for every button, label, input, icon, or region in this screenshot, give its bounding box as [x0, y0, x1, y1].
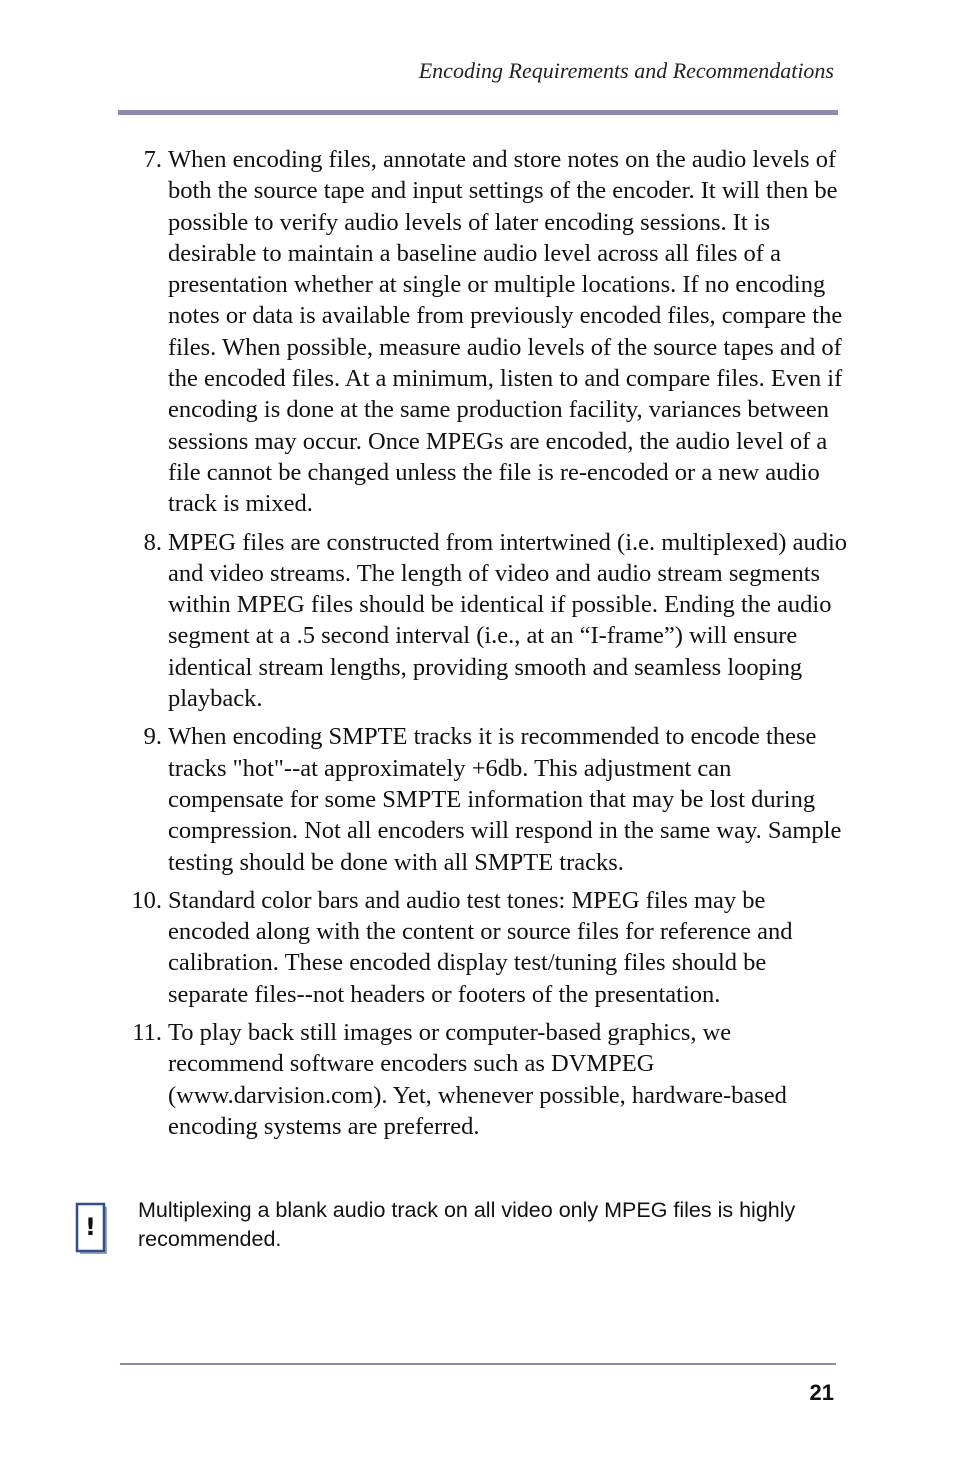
list-item: [110, 527, 850, 715]
note-icon-glyph: !: [85, 1213, 96, 1241]
item-text: Standard color bars and audio test tones: MPEG files may be encoded along with the content or source files for reference and calibration. These encoded display test/tuning files should be separate files--not headers or footers of the presentation.: [168, 886, 793, 1008]
page-number: 21: [809, 1380, 834, 1405]
item-text: To play back still images or computer-based graphics, we recommend software encoders such as DVMPEG (www.darvision.com). Yet, whenever possible, hardware-based encoding systems are preferred.: [168, 1019, 787, 1140]
list-item: [110, 144, 850, 520]
running-header: Encoding Requirements and Recommendations: [418, 58, 834, 83]
list-item: [110, 885, 850, 1010]
item-number: 11.: [132, 1019, 162, 1047]
item-number: 10.: [131, 886, 162, 914]
list-item: [110, 1017, 850, 1142]
exclamation-note-icon: [75, 1202, 109, 1256]
footer-rule: [120, 1363, 836, 1365]
item-number: 7.: [143, 146, 162, 173]
item-text: MPEG files are constructed from intertwined (i.e. multiplexed) audio and video streams. The length of video and audio stream segments within MPEG files should be identical if possible. Ending the audio segment at a .5 second interval (i.e., at an “I-frame”) will ensure identical stream lengths, providing smooth and seamless looping playback.: [168, 528, 848, 713]
header-rule: [118, 110, 838, 115]
list-item: [110, 721, 850, 877]
note-callout: [75, 1196, 835, 1256]
note-text: Multiplexing a blank audio track on all video only MPEG files is highly recommended.: [138, 1198, 796, 1251]
item-number: 8.: [143, 528, 162, 556]
item-text: When encoding SMPTE tracks it is recommended to encode these tracks "hot"--at approximately +6db. This adjustment can compensate for some SMPTE information that may be lost during compression. Not all encoders will respond in the same way. Sample testing should be done with all SMPTE tracks.: [168, 723, 842, 876]
item-text: When encoding files, annotate and store notes on the audio levels of both the source tape and input settings of the encoder. It will then be possible to verify audio levels of later encoding sessions. It is desirable to maintain a baseline audio level across all files of a presentation whether at single or multiple locations. If no encoding notes or data is available from previously encoded files, compare the files. When possible, measure audio levels of the source tapes and of the encoded files. At a minimum, listen to and compare files. Even if encoding is done at the same production facility, variances between sessions may occur. Once MPEGs are encoded, the audio level of a file cannot be changed unless the file is re-encoded or a new audio track is mixed.: [168, 146, 843, 518]
numbered-list: [110, 144, 850, 1149]
item-number: 9.: [143, 723, 162, 751]
